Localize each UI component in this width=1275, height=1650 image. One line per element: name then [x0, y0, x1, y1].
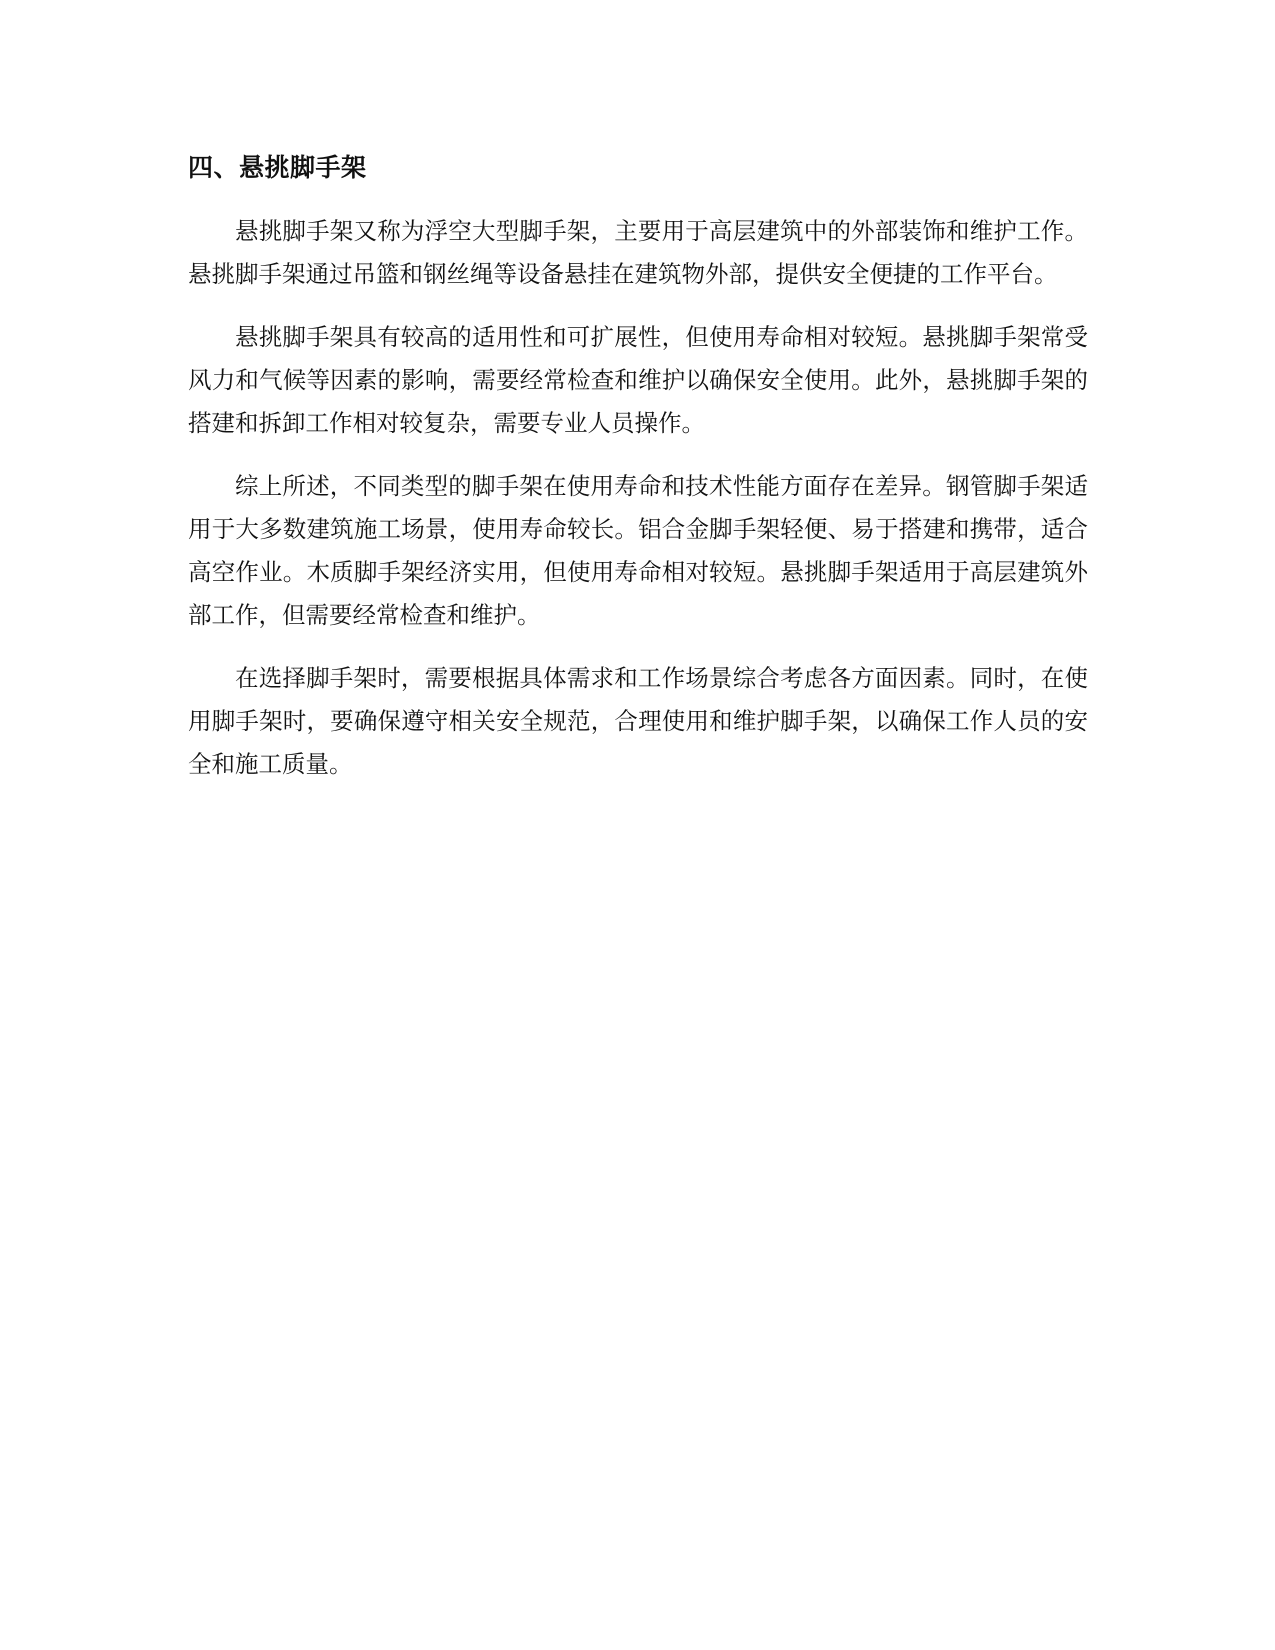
document-body [188, 152, 1088, 806]
paragraph-2: 悬挑脚手架具有较高的适用性和可扩展性，但使用寿命相对较短。悬挑脚手架常受风力和气候等因素的影响，需要经常检查和维护以确保安全使用。此外，悬挑脚手架的搭建和拆卸工作相对较复杂，需要专业人员操作。 [188, 323, 1088, 437]
paragraph-4: 在选择脚手架时，需要根据具体需求和工作场景综合考虑各方面因素。同时，在使用脚手架时，要确保遵守相关安全规范，合理使用和维护脚手架，以确保工作人员的安全和施工质量。 [188, 664, 1088, 778]
paragraph-1: 悬挑脚手架又称为浮空大型脚手架，主要用于高层建筑中的外部装饰和维护工作。悬挑脚手架通过吊篮和钢丝绳等设备悬挂在建筑物外部，提供安全便捷的工作平台。 [188, 217, 1088, 288]
section-heading: 四、悬挑脚手架 [188, 153, 367, 182]
paragraph-3: 综上所述，不同类型的脚手架在使用寿命和技术性能方面存在差异。钢管脚手架适用于大多数建筑施工场景，使用寿命较长。铝合金脚手架轻便、易于搭建和携带，适合高空作业。木质脚手架经济实用，但使用寿命相对较短。悬挑脚手架适用于高层建筑外部工作，但需要经常检查和维护。 [188, 472, 1088, 629]
